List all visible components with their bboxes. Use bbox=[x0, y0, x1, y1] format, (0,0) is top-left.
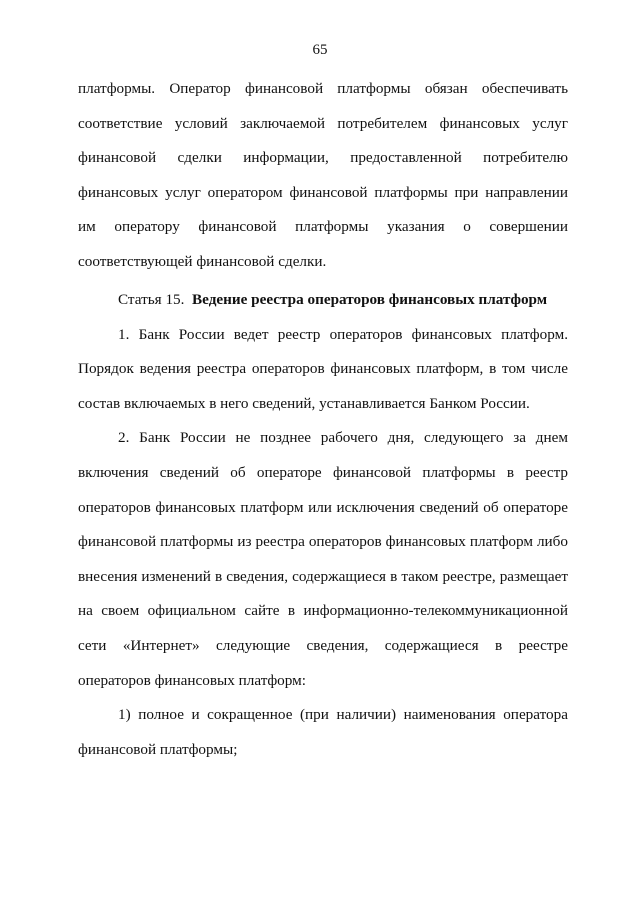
article-section bbox=[78, 283, 568, 767]
paragraph-1: 1. Банк России ведет реестр операторов финансовых платформ. Порядок ведения реестра операторов финансовых платформ, в том числе состав включаемых в него сведений, устанавливается Банком России. bbox=[78, 325, 568, 412]
page-number: 65 bbox=[312, 42, 328, 58]
article-heading bbox=[78, 283, 568, 318]
continued-paragraph: платформы. Оператор финансовой платформы обязан обеспечивать соответствие условий заключаемой потребителем финансовых услуг финансовой сделки информации, предоставленной потребителю финансовых услуг оператором финансовой платформы при направлении им оператору финансовой платформы указания о совершении соответствующей финансовой сделки. bbox=[78, 80, 568, 270]
paragraph-2: 2. Банк России не позднее рабочего дня, следующего за днем включения сведений об операторе финансовой платформы в реестр операторов финансовых платформ или исключения сведений об операторе финансовой платформы из реестра операторов финансовых платформ либо внесения изменений в сведения, содержащиеся в таком реестре, размещает на своем официальном сайте в информационно-телекоммуникационной сети «Интернет» следующие сведения, содержащиеся в реестре операторов финансовых платформ: bbox=[78, 429, 568, 689]
list-item-1: 1) полное и сокращенное (при наличии) наименования оператора финансовой платформы; bbox=[78, 706, 568, 758]
article-title: Ведение реестра операторов финансовых платформ bbox=[192, 291, 548, 308]
article-number: Статья 15. bbox=[118, 291, 185, 308]
continued-text-block bbox=[78, 72, 568, 280]
